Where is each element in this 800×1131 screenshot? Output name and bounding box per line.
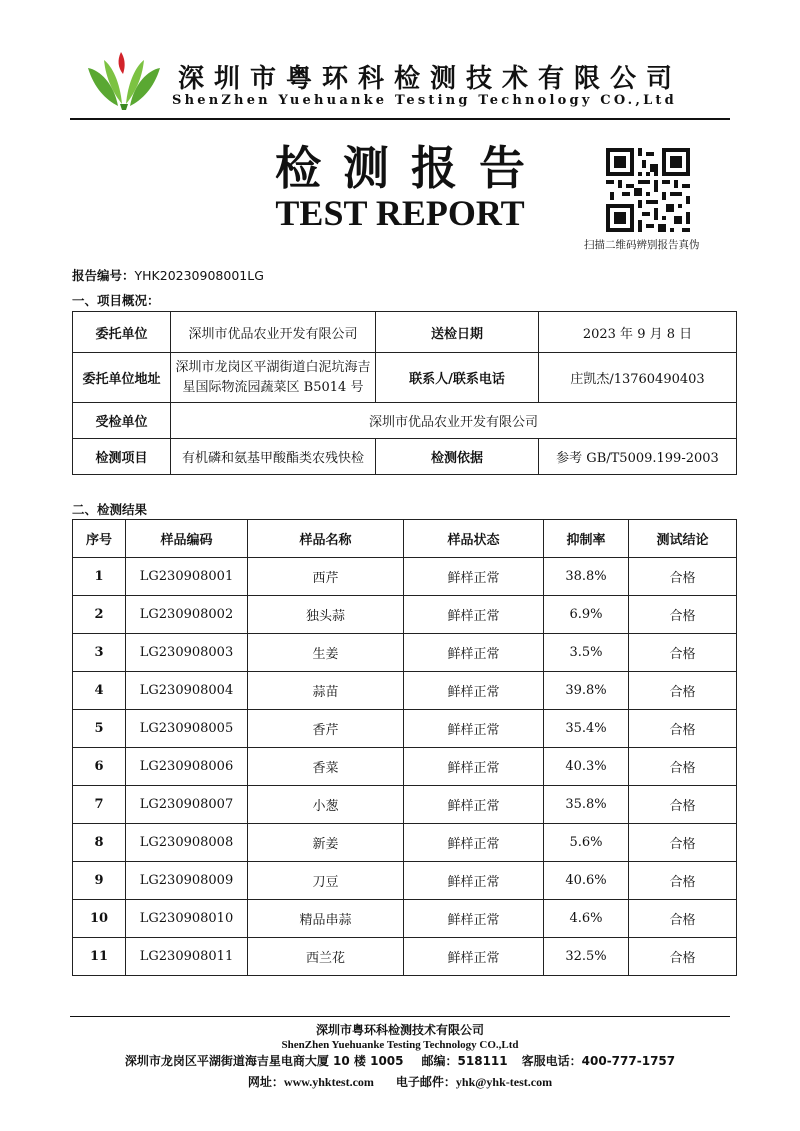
footer-divider xyxy=(70,1016,730,1017)
qr-code-icon xyxy=(606,148,690,232)
inhibition-rate: 40.3% xyxy=(544,748,629,786)
results-header-row xyxy=(73,520,737,558)
footer-address-line xyxy=(0,1052,800,1069)
test-conclusion: 合格 xyxy=(629,558,737,596)
overview-value: 深圳市优品农业开发有限公司 xyxy=(171,312,376,353)
logo-flame xyxy=(119,52,125,74)
sample-state: 鲜样正常 xyxy=(404,900,544,938)
col-header-conclusion: 测试结论 xyxy=(629,520,737,558)
results-table xyxy=(72,519,737,976)
col-header-sample-name: 样品名称 xyxy=(248,520,404,558)
sample-code: LG230908007 xyxy=(126,786,248,824)
footer-contact-line xyxy=(0,1073,800,1090)
sample-code: LG230908011 xyxy=(126,938,248,976)
inhibition-rate: 5.6% xyxy=(544,824,629,862)
sample-code: LG230908005 xyxy=(126,710,248,748)
sample-code: LG230908002 xyxy=(126,596,248,634)
test-conclusion: 合格 xyxy=(629,596,737,634)
company-logo xyxy=(84,48,164,112)
overview-label: 受检单位 xyxy=(73,403,171,439)
table-row xyxy=(73,824,737,862)
footer-email-link[interactable]: yhk@yhk-test.com xyxy=(455,1075,553,1089)
sample-name: 西芹 xyxy=(248,558,404,596)
sample-code: LG230908008 xyxy=(126,824,248,862)
sample-name: 刀豆 xyxy=(248,862,404,900)
table-row xyxy=(73,596,737,634)
col-header-sample-code: 样品编码 xyxy=(126,520,248,558)
test-conclusion: 合格 xyxy=(629,748,737,786)
inhibition-rate: 38.8% xyxy=(544,558,629,596)
sample-name: 独头蒜 xyxy=(248,596,404,634)
overview-row xyxy=(73,353,737,403)
overview-value: 有机磷和氨基甲酸酯类农残快检 xyxy=(171,439,376,475)
sample-name: 精品串蒜 xyxy=(248,900,404,938)
sample-name: 西兰花 xyxy=(248,938,404,976)
footer-address: 深圳市龙岗区平湖街道海吉星电商大厦 10 楼 1005 xyxy=(124,1054,404,1068)
footer-phone-label: 客服电话： xyxy=(521,1054,582,1068)
row-index: 2 xyxy=(73,596,126,634)
sample-code: LG230908006 xyxy=(126,748,248,786)
sample-name: 新姜 xyxy=(248,824,404,862)
sample-code: LG230908010 xyxy=(126,900,248,938)
sample-state: 鲜样正常 xyxy=(404,862,544,900)
row-index: 5 xyxy=(73,710,126,748)
table-row xyxy=(73,672,737,710)
row-index: 4 xyxy=(73,672,126,710)
sample-state: 鲜样正常 xyxy=(404,938,544,976)
row-index: 9 xyxy=(73,862,126,900)
report-title-en: TEST REPORT xyxy=(275,193,525,233)
row-index: 6 xyxy=(73,748,126,786)
col-header-index: 序号 xyxy=(73,520,126,558)
table-row xyxy=(73,748,737,786)
test-conclusion: 合格 xyxy=(629,824,737,862)
overview-label: 联系人/联系电话 xyxy=(376,353,539,403)
overview-value: 参考 GB/T5009.199-2003 xyxy=(539,439,737,475)
col-header-inhibition-rate: 抑制率 xyxy=(544,520,629,558)
overview-row xyxy=(73,439,737,475)
inhibition-rate: 39.8% xyxy=(544,672,629,710)
test-conclusion: 合格 xyxy=(629,862,737,900)
sample-name: 小葱 xyxy=(248,786,404,824)
footer-phone: 400-777-1757 xyxy=(581,1054,676,1068)
table-row xyxy=(73,634,737,672)
overview-label: 送检日期 xyxy=(376,312,539,353)
test-conclusion: 合格 xyxy=(629,672,737,710)
overview-label: 委托单位 xyxy=(73,312,171,353)
footer-zip-label: 邮编： xyxy=(421,1054,458,1068)
sample-name: 生姜 xyxy=(248,634,404,672)
sample-state: 鲜样正常 xyxy=(404,596,544,634)
table-row xyxy=(73,558,737,596)
sample-name: 蒜苗 xyxy=(248,672,404,710)
row-index: 7 xyxy=(73,786,126,824)
table-row xyxy=(73,786,737,824)
sample-name: 香芹 xyxy=(248,710,404,748)
section-overview-title: 一、项目概况： xyxy=(72,293,160,308)
report-title-cn: 检测报告 xyxy=(275,141,547,195)
overview-label: 检测项目 xyxy=(73,439,171,475)
sample-code: LG230908001 xyxy=(126,558,248,596)
inhibition-rate: 4.6% xyxy=(544,900,629,938)
report-number xyxy=(72,266,264,284)
table-row xyxy=(73,938,737,976)
inhibition-rate: 3.5% xyxy=(544,634,629,672)
sample-name: 香菜 xyxy=(248,748,404,786)
overview-value: 深圳市龙岗区平湖街道白泥坑海吉星国际物流园蔬菜区 B5014 号 xyxy=(171,353,376,403)
overview-value: 深圳市优品农业开发有限公司 xyxy=(171,403,737,439)
inhibition-rate: 35.4% xyxy=(544,710,629,748)
test-conclusion: 合格 xyxy=(629,634,737,672)
table-row xyxy=(73,900,737,938)
overview-table xyxy=(72,311,737,475)
sample-code: LG230908004 xyxy=(126,672,248,710)
company-name-cn: 深圳市粤环科检测技术有限公司 xyxy=(178,64,683,94)
table-row xyxy=(73,710,737,748)
inhibition-rate: 6.9% xyxy=(544,596,629,634)
footer-company-en: ShenZhen Yuehuanke Testing Technology CO.,Ltd xyxy=(281,1039,519,1051)
inhibition-rate: 32.5% xyxy=(544,938,629,976)
footer-web-label: 网址： xyxy=(247,1075,284,1089)
sample-state: 鲜样正常 xyxy=(404,558,544,596)
overview-value: 庄凯杰/13760490403 xyxy=(539,353,737,403)
company-name-en: ShenZhen Yuehuanke Testing Technology CO.,Ltd xyxy=(172,93,677,108)
test-conclusion: 合格 xyxy=(629,710,737,748)
section-results-title: 二、检测结果 xyxy=(72,502,148,517)
inhibition-rate: 40.6% xyxy=(544,862,629,900)
row-index: 1 xyxy=(73,558,126,596)
sample-state: 鲜样正常 xyxy=(404,634,544,672)
sample-state: 鲜样正常 xyxy=(404,672,544,710)
sample-state: 鲜样正常 xyxy=(404,824,544,862)
row-index: 3 xyxy=(73,634,126,672)
report-number-value: YHK20230908001LG xyxy=(134,268,264,283)
col-header-sample-state: 样品状态 xyxy=(404,520,544,558)
report-number-label: 报告编号： xyxy=(72,268,135,283)
footer-email-label: 电子邮件： xyxy=(395,1075,456,1089)
inhibition-rate: 35.8% xyxy=(544,786,629,824)
sample-code: LG230908003 xyxy=(126,634,248,672)
test-conclusion: 合格 xyxy=(629,900,737,938)
sample-code: LG230908009 xyxy=(126,862,248,900)
logo-stem xyxy=(120,104,128,110)
overview-value: 2023 年 9 月 8 日 xyxy=(539,312,737,353)
footer-zip: 518111 xyxy=(457,1054,508,1068)
overview-label: 委托单位地址 xyxy=(73,353,171,403)
test-conclusion: 合格 xyxy=(629,938,737,976)
row-index: 8 xyxy=(73,824,126,862)
overview-row xyxy=(73,312,737,353)
sample-state: 鲜样正常 xyxy=(404,748,544,786)
table-row xyxy=(73,862,737,900)
overview-row xyxy=(73,403,737,439)
row-index: 11 xyxy=(73,938,126,976)
footer-web-link[interactable]: www.yhktest.com xyxy=(283,1075,374,1089)
qr-caption: 扫描二维码辨别报告真伪 xyxy=(584,239,700,251)
test-conclusion: 合格 xyxy=(629,786,737,824)
footer-company-cn: 深圳市粤环科检测技术有限公司 xyxy=(315,1023,484,1037)
sample-state: 鲜样正常 xyxy=(404,710,544,748)
row-index: 10 xyxy=(73,900,126,938)
overview-label: 检测依据 xyxy=(376,439,539,475)
sample-state: 鲜样正常 xyxy=(404,786,544,824)
header-divider xyxy=(70,118,730,120)
